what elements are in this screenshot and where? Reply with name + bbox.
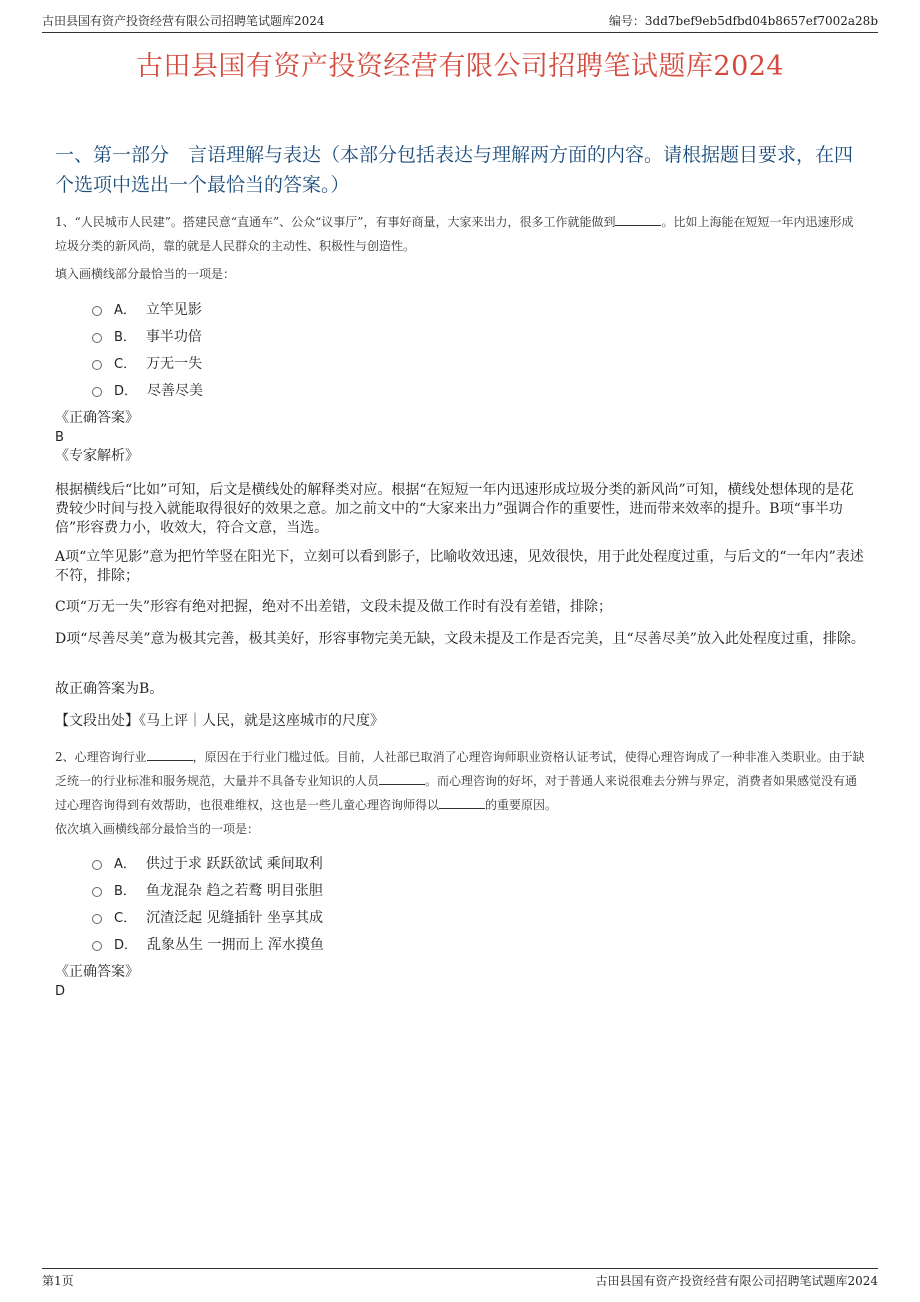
analysis-label: 《专家解析》 [55,448,139,464]
option-c[interactable]: C． 沉渣泛起 见缝插针 坐享其成 [92,903,324,930]
option-b[interactable]: B． 事半功倍 [92,322,203,349]
radio-button[interactable] [92,333,102,343]
header-doc-title: 古田县国有资产投资经营有限公司招聘笔试题库2024 [42,14,325,28]
option-d[interactable]: D． 乱象丛生 一拥而上 浑水摸鱼 [92,930,324,957]
radio-button[interactable] [92,360,102,370]
question-2-options [92,849,324,957]
option-d[interactable]: D． 尽善尽美 [92,376,203,403]
radio-button[interactable] [92,887,102,897]
answer-value: B [55,430,64,445]
footer-doc-title: 古田县国有资产投资经营有限公司招聘笔试题库2024 [595,1274,878,1288]
question-2-stem: 2、心理咨询行业 ，原因在于行业门槛过低。目前，人社部已取消了心理咨询师职业资格认证考试，使得心理咨询成了一种非准入类职业。由于缺乏统一的行业标准和服务规范，大量并不具备专业知识的人员 。而心理咨询的好坏，对于普通人来说很难去分辨与界定，消费者如果感觉没有通过心理咨询得到有效帮助，也很难维权，这也是一些儿童心理咨询师得以 的重要原因。 [55,750,865,812]
analysis-conclusion: 故正确答案为B。 [55,681,164,697]
question-2-answer [55,963,139,1001]
question-2-prompt: 依次填入画横线部分最恰当的一项是： [55,822,260,836]
page-number: 第1页 [42,1274,74,1288]
fill-blank [147,748,193,761]
option-c[interactable]: C． 万无一失 [92,349,203,376]
answer-label: 《正确答案》 [55,410,139,426]
analysis-source: 【文段出处】《马上评｜人民，就是这座城市的尺度》 [55,713,384,729]
analysis-paragraph: D项“尽善尽美”意为极其完善，极其美好，形容事物完美无缺，文段未提及工作是否完美，且“尽善尽美”放入此处程度过重，排除。 [55,631,865,647]
analysis-paragraph: A项“立竿见影”意为把竹竿竖在阳光下，立刻可以看到影子，比喻收效迅速，见效很快，用于此处程度过重，与后文的“一年内”表述不符，排除； [55,549,864,584]
page-footer [42,1268,878,1288]
answer-value: D [55,984,66,999]
fill-blank [379,772,425,785]
fill-blank [615,213,661,226]
section-heading: 一、第一部分 言语理解与表达（本部分包括表达与理解两方面的内容。请根据题目要求，在四个选项中选出一个最恰当的答案。） [55,144,854,196]
option-a[interactable]: A． 立竿见影 [92,295,203,322]
question-1-stem: 1、“人民城市人民建”。搭建民意“直通车”、公众“议事厅”，有事好商量，大家来出力，很多工作就能做到 。比如上海能在短短一年内迅速形成垃圾分类的新风尚，靠的就是人民群众的主动性、积极性与创造性。 [55,215,854,253]
page-title: 古田县国有资产投资经营有限公司招聘笔试题库2024 [135,51,785,82]
option-b[interactable]: B． 鱼龙混杂 趋之若鹜 明目张胆 [92,876,324,903]
header-doc-id: 编号：3dd7bef9eb5dfbd04b8657ef7002a28b [608,14,878,28]
question-1-answer [55,409,139,466]
radio-button[interactable] [92,306,102,316]
fill-blank [439,796,485,809]
page-header [42,12,878,33]
analysis-paragraph: C项“万无一失”形容有绝对把握，绝对不出差错，文段未提及做工作时有没有差错，排除； [55,599,613,615]
radio-button[interactable] [92,914,102,924]
radio-button[interactable] [92,860,102,870]
radio-button[interactable] [92,387,102,397]
option-a[interactable]: A． 供过于求 跃跃欲试 乘间取利 [92,849,324,876]
question-1-options [92,295,203,403]
answer-label: 《正确答案》 [55,964,139,980]
analysis-paragraph: 根据横线后“比如”可知，后文是横线处的解释类对应。根据“在短短一年内迅速形成垃圾分类的新风尚”可知，横线处想体现的是花费较少时间与投入就能取得很好的效果之意。加之前文中的“大家来出力”强调合作的重要性，进而带来效率的提升。B项“事半功倍”形容费力小，收效大，符合文意，当选。 [55,482,854,536]
radio-button[interactable] [92,941,102,951]
question-1-prompt: 填入画横线部分最恰当的一项是： [55,267,236,281]
